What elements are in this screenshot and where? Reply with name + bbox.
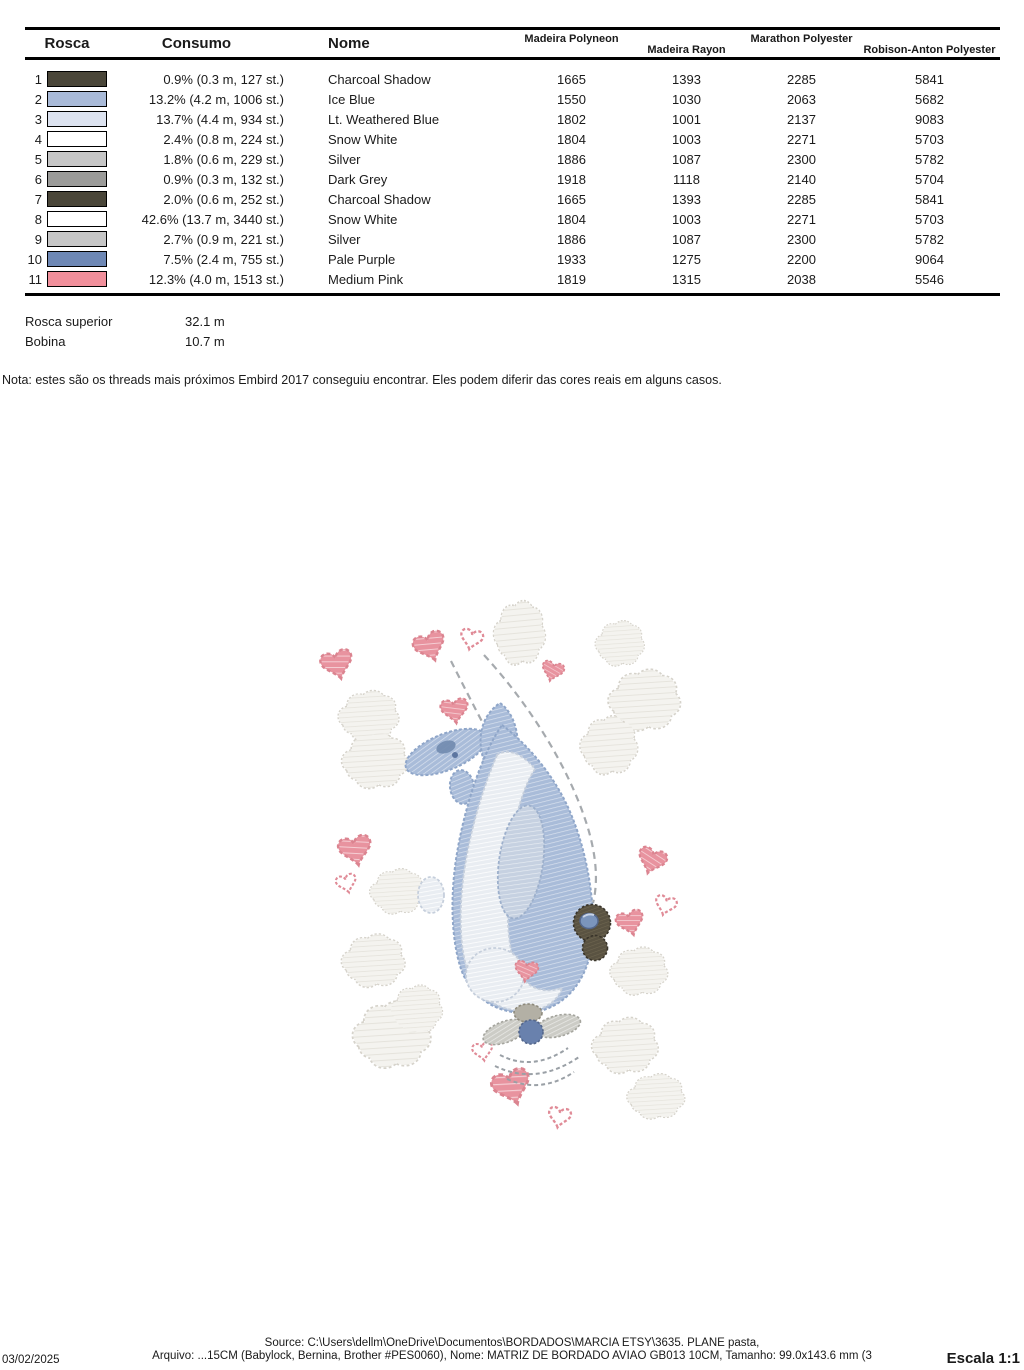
marathon-cell: 2300: [787, 231, 816, 247]
thread-table-row: [25, 249, 1000, 269]
rosca-superior-value: 32.1 m: [185, 313, 225, 329]
polyneon-cell: 1665: [557, 71, 586, 87]
robison-cell: 5841: [915, 71, 944, 87]
nome-cell: Charcoal Shadow: [328, 191, 431, 207]
color-swatch-cell: [43, 171, 109, 187]
thread-table: [25, 27, 1000, 296]
propeller-swirls: [495, 1048, 579, 1085]
color-swatch-cell: [43, 191, 109, 207]
rayon-cell: 1001: [672, 111, 701, 127]
color-swatch-cell: [43, 111, 109, 127]
cloud-bottom-right: [592, 948, 684, 1119]
footer-file-info: Arquivo: ...15CM (Babylock, Bernina, Brother #PES0060), Nome: MATRIZ DE BORDADO AVIAO GB013 10CM, Tamanho: 99.0x143.6 mm (3: [152, 1350, 872, 1362]
row-number: 4: [34, 131, 42, 147]
engine-window: [580, 914, 598, 929]
color-swatch: [47, 151, 107, 167]
stabilizer-detail-dot: [452, 752, 458, 758]
color-swatch: [47, 131, 107, 147]
nome-cell: Dark Grey: [328, 171, 388, 187]
thread-table-row: [25, 129, 1000, 149]
nome-cell: Snow White: [328, 211, 398, 227]
robison-cell: 5782: [915, 231, 944, 247]
consumo-cell: 12.3% (4.0 m, 1513 st.): [148, 271, 284, 287]
marathon-cell: 2063: [787, 91, 816, 107]
footer-line2: [0, 1350, 1024, 1367]
rayon-cell: 1030: [672, 91, 701, 107]
nome-cell: Medium Pink: [328, 271, 404, 287]
airplane-nose-patch: [466, 948, 524, 1002]
column-header-madeira-rayon: Madeira Rayon: [647, 44, 726, 56]
thread-table-row: [25, 109, 1000, 129]
bobina-value: 10.7 m: [185, 333, 225, 349]
airplane-side-bump: [418, 877, 444, 913]
polyneon-cell: 1886: [557, 151, 586, 167]
nome-cell: Lt. Weathered Blue: [328, 111, 440, 127]
color-swatch-cell: [43, 71, 109, 87]
footer-scale-label: Escala 1:1: [946, 1350, 1020, 1367]
rayon-cell: 1003: [672, 131, 701, 147]
cloud-top-center: [494, 601, 545, 664]
propeller-center: [519, 1020, 543, 1044]
nome-cell: Snow White: [328, 131, 398, 147]
marathon-cell: 2038: [787, 271, 816, 287]
consumo-cell: 1.8% (0.6 m, 229 st.): [163, 151, 284, 167]
color-swatch-cell: [43, 91, 109, 107]
rayon-cell: 1315: [672, 271, 701, 287]
column-header-nome: Nome: [328, 35, 370, 52]
nome-cell: Silver: [328, 231, 361, 247]
robison-cell: 5546: [915, 271, 944, 287]
marathon-cell: 2140: [787, 171, 816, 187]
consumo-cell: 0.9% (0.3 m, 127 st.): [163, 71, 284, 87]
thread-table-row: [25, 229, 1000, 249]
footer-source-path: Source: C:\Users\dellm\OneDrive\Documentos\BORDADOS\MARCIA ETSY\3635. PLANE pasta,: [264, 1337, 760, 1349]
robison-cell: 5704: [915, 171, 944, 187]
marathon-cell: 2271: [787, 211, 816, 227]
rayon-cell: 1003: [672, 211, 701, 227]
polyneon-cell: 1819: [557, 271, 586, 287]
rosca-superior-label: Rosca superior: [25, 313, 113, 329]
rosca-superior-row: [25, 311, 1024, 331]
row-number: 8: [34, 211, 42, 227]
thread-table-row: [25, 149, 1000, 169]
color-swatch-cell: [43, 251, 109, 267]
row-number: 11: [28, 271, 42, 287]
color-swatch: [47, 271, 107, 287]
row-number: 2: [34, 91, 42, 107]
robison-cell: 9064: [915, 251, 944, 267]
color-swatch: [47, 231, 107, 247]
color-swatch: [47, 111, 107, 127]
consumo-cell: 0.9% (0.3 m, 132 st.): [163, 171, 284, 187]
thread-table-row: [25, 269, 1000, 289]
color-swatch: [47, 91, 107, 107]
marathon-cell: 2300: [787, 151, 816, 167]
marathon-cell: 2200: [787, 251, 816, 267]
row-number: 5: [34, 151, 42, 167]
color-swatch: [47, 71, 107, 87]
thread-table-row: [25, 189, 1000, 209]
rayon-cell: 1393: [672, 71, 701, 87]
marathon-cell: 2271: [787, 131, 816, 147]
rayon-cell: 1087: [672, 151, 701, 167]
color-swatch-cell: [43, 131, 109, 147]
row-number: 6: [34, 171, 42, 187]
consumo-cell: 13.7% (4.4 m, 934 st.): [156, 111, 284, 127]
polyneon-cell: 1933: [557, 251, 586, 267]
thread-table-row: [25, 209, 1000, 229]
color-swatch: [47, 251, 107, 267]
rayon-cell: 1275: [672, 251, 701, 267]
column-header-madeira-polyneon: Madeira Polyneon: [524, 33, 619, 45]
polyneon-cell: 1804: [557, 131, 586, 147]
robison-cell: 5703: [915, 211, 944, 227]
robison-cell: 5703: [915, 131, 944, 147]
nome-cell: Silver: [328, 151, 361, 167]
cloud-top-right: [580, 621, 679, 774]
rayon-cell: 1118: [673, 171, 700, 187]
polyneon-cell: 1802: [557, 111, 586, 127]
consumo-cell: 2.4% (0.8 m, 224 st.): [163, 131, 284, 147]
robison-cell: 5682: [915, 91, 944, 107]
consumo-cell: 7.5% (2.4 m, 755 st.): [163, 251, 284, 267]
embroidery-design-preview: [300, 585, 730, 1150]
column-header-robison-anton-polyester: Robison-Anton Polyester: [863, 44, 996, 56]
marathon-cell: 2285: [787, 191, 816, 207]
thread-table-header: [25, 27, 1000, 60]
color-swatch: [47, 191, 107, 207]
polyneon-cell: 1804: [557, 211, 586, 227]
nome-cell: Charcoal Shadow: [328, 71, 431, 87]
thread-summary: [25, 311, 1024, 351]
thread-table-row: [25, 69, 1000, 89]
thread-table-body: [25, 60, 1000, 296]
marathon-cell: 2285: [787, 71, 816, 87]
color-swatch: [47, 211, 107, 227]
marathon-cell: 2137: [787, 111, 816, 127]
footer: [0, 1337, 1024, 1367]
column-header-consumo: Consumo: [161, 35, 232, 52]
robison-cell: 5782: [915, 151, 944, 167]
color-swatch-cell: [43, 271, 109, 287]
robison-cell: 9083: [915, 111, 944, 127]
row-number: 1: [34, 71, 42, 87]
bobina-label: Bobina: [25, 333, 66, 349]
row-number: 10: [27, 251, 42, 267]
color-swatch-cell: [43, 151, 109, 167]
thread-table-row: [25, 169, 1000, 189]
row-number: 7: [34, 191, 42, 207]
row-number: 3: [34, 111, 42, 127]
rayon-cell: 1087: [672, 231, 701, 247]
bobina-row: [25, 331, 1024, 351]
color-swatch-cell: [43, 231, 109, 247]
consumo-cell: 13.2% (4.2 m, 1006 st.): [148, 91, 284, 107]
rayon-cell: 1393: [672, 191, 701, 207]
propeller-hub: [514, 1004, 542, 1022]
nome-cell: Pale Purple: [328, 251, 396, 267]
thread-note: Nota: estes são os threads mais próximos Embird 2017 conseguiu encontrar. Eles podem diferir das cores reais em alguns casos.: [2, 373, 722, 387]
footer-date: 03/02/2025: [2, 1354, 60, 1366]
color-swatch: [47, 171, 107, 187]
thread-table-row: [25, 89, 1000, 109]
color-swatch-cell: [43, 211, 109, 227]
cloud-left-middle: [339, 691, 408, 788]
column-header-marathon-polyester: Marathon Polyester: [750, 33, 853, 45]
engine-wheel: [583, 936, 608, 961]
consumo-cell: 42.6% (13.7 m, 3440 st.): [141, 211, 284, 227]
polyneon-cell: 1550: [557, 91, 586, 107]
polyneon-cell: 1665: [557, 191, 586, 207]
row-number: 9: [34, 231, 42, 247]
consumo-cell: 2.0% (0.6 m, 252 st.): [163, 191, 284, 207]
column-header-rosca: Rosca: [44, 35, 90, 52]
polyneon-cell: 1918: [557, 171, 586, 187]
polyneon-cell: 1886: [557, 231, 586, 247]
nome-cell: Ice Blue: [328, 91, 375, 107]
robison-cell: 5841: [915, 191, 944, 207]
consumo-cell: 2.7% (0.9 m, 221 st.): [163, 231, 284, 247]
